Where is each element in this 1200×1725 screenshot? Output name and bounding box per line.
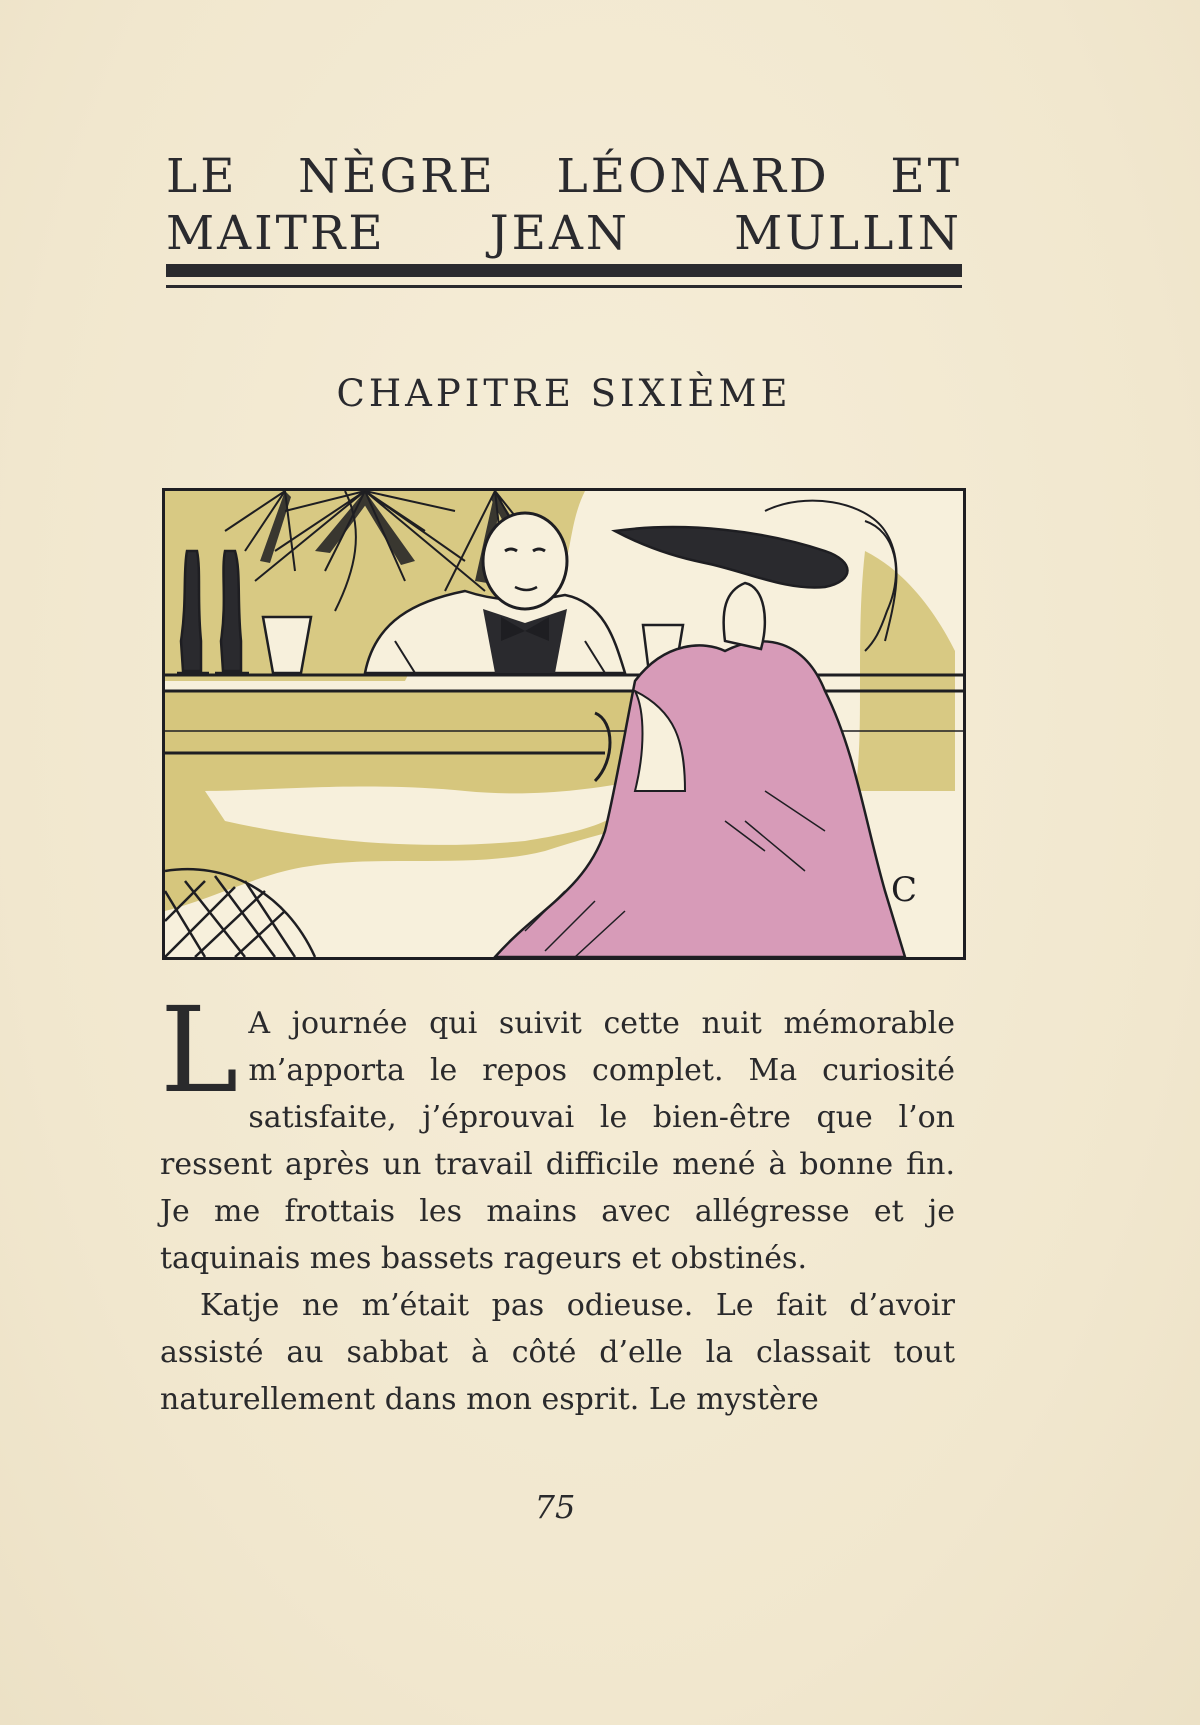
paragraph-2: Katje ne m’était pas odieuse. Le fait d’avoir assisté au sabbat à côté d’elle la classait tout naturellement dans mon esprit. Le mystère — [160, 1288, 955, 1417]
chapter-heading: CHAPITRE SIXIÈME — [336, 372, 792, 415]
title-line-1: LE NÈGRE LÉONARD ET — [166, 149, 962, 204]
illustrator-signature: C — [891, 870, 918, 910]
drop-cap: L — [160, 981, 239, 1119]
title-rule-thin — [166, 285, 962, 288]
body-text — [160, 981, 955, 1423]
page-title — [166, 148, 962, 262]
page-number: 75 — [534, 1488, 576, 1526]
paragraph-1 — [160, 981, 955, 1282]
chapter-illustration — [162, 488, 966, 960]
bar-scene-illustration — [165, 491, 963, 957]
paragraph-1-text: A journée qui suivit cette nuit mémorable m’apporta le repos complet. Ma curiosité satisfaite, j’éprouvai le bien-être que l’on ressent après un travail difficile mené à bonne fin. Je me frottais les mains avec allégresse et je taquinais mes bassets rageurs et obstinés. — [160, 1006, 955, 1276]
title-rule-thick — [166, 264, 962, 277]
title-line-2: MAITRE JEAN MULLIN — [166, 206, 962, 261]
